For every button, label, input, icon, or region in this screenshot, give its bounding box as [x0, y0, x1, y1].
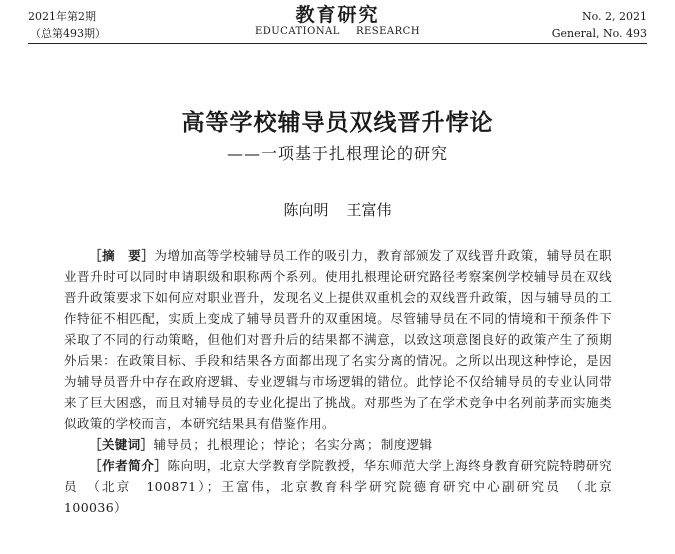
keywords: ［关键词］辅导员；扎根理论；悖论；名实分离；制度逻辑	[89, 437, 433, 452]
author-intro-text: 陈向明，北京大学教育学院教授，华东师范大学上海终身教育研究院特聘研究员 （北京 100871）；王富伟，北京教育科学研究院德育研究中心副研究员 （北京 100036）	[64, 458, 625, 515]
journal-logo-cn: 教育研究	[295, 4, 380, 26]
journal-name-en-1: EDUCATIONAL	[254, 26, 340, 37]
journal-name-en-2: RESEARCH	[355, 26, 421, 37]
issue-number-en: No. 2, 2021	[581, 10, 647, 23]
issue-info-en	[552, 8, 647, 42]
author-2: 王富伟	[346, 201, 392, 219]
abstract-label: ［摘 要］	[89, 248, 155, 263]
author-intro	[64, 455, 625, 518]
author-1: 陈向明	[283, 201, 329, 219]
issue-number: 2021年第2期	[28, 10, 96, 23]
keyword: 辅导员	[153, 437, 193, 452]
keyword: 扎根理论	[207, 437, 259, 452]
keyword: 名实分离	[314, 437, 366, 452]
abstract	[64, 245, 612, 434]
article-authors	[0, 199, 675, 220]
article-title: 高等学校辅导员双线晋升悖论	[181, 110, 494, 136]
article-front-matter	[64, 245, 625, 518]
issue-total: （总第493期）	[30, 27, 106, 40]
author-intro-label: ［作者简介］	[89, 458, 168, 473]
issue-total-en: General, No. 493	[551, 27, 647, 40]
keywords-label: ［关键词］	[89, 437, 154, 452]
article-subtitle: ——一项基于扎根理论的研究	[226, 144, 448, 163]
keyword: 悖论	[273, 437, 300, 452]
keyword: 制度逻辑	[380, 437, 433, 452]
abstract-text: 为增加高等学校辅导员工作的吸引力，教育部颁发了双线晋升政策，辅导员在职业晋升时可以同时申请职级和职称两个系列。使用扎根理论研究路径考察案例学校辅导员在双线晋升政策要求下如何应对职业晋升，发现名义上提供双重机会的双线晋升政策，因与辅导员的工作特征不相匹配，实质上变成了辅导员晋升的双重困境。尽管辅导员在不同的情境和干预条件下采取了不同的行动策略，但他们对晋升后的结果都不满意，以致这项意图良好的政策产生了预期外后果：在政策目标、手段和结果各方面都出现了名实分离的情况。之所以出现这种悖论，是因为辅导员晋升中存在政府逻辑、专业逻辑与市场逻辑的错位。此悖论不仅给辅导员的专业认同带来了巨大困惑，而且对辅导员的专业化提出了挑战。对那些为了在学术竞争中名列前茅而实施类似政策的学校而言，本研究结果具有借鉴作用。	[64, 248, 612, 431]
header-rule	[28, 43, 647, 44]
